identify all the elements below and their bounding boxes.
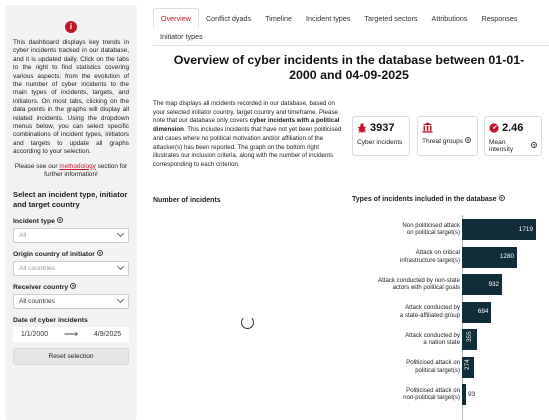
- bar-label: Attack conducted by a nation state: [405, 331, 460, 347]
- tab-initiator-types[interactable]: Initiator types: [160, 32, 203, 41]
- date-from[interactable]: 1/1/2000: [20, 330, 49, 338]
- intro-text: This dashboard displays key trends in cyber incidents tracked in our database, and it is updated daily. Click on the tabs to the right to find statistics covering various aspects: from the evolution of the number of cyber incidents to the main types of incidents, targets, and initiators. On most tabs, clicking on the data points in the graphs will display all related incidents. Using the dropdown menus below, you can select specific combinations of incident types, initiators and targets to update all graphs according to your selection.: [13, 39, 129, 156]
- origin-label: [13, 251, 129, 258]
- methodology-suffix: section for further information!: [44, 162, 128, 179]
- bar-label: Politicised attack on political target(s): [406, 359, 460, 374]
- date-label: Date of cyber incidents: [13, 316, 88, 324]
- tab-timeline[interactable]: Timeline: [265, 13, 293, 23]
- incident-types-heading-text: Types of incidents included in the database: [352, 196, 497, 203]
- origin-country-select[interactable]: [13, 261, 129, 276]
- help-icon[interactable]: ?: [98, 250, 102, 256]
- receiver-country-select[interactable]: [13, 294, 129, 309]
- map-description: [153, 100, 343, 170]
- origin-label-text: Origin country of initiator: [13, 250, 95, 258]
- methodology-prefix: Please see our: [14, 162, 60, 170]
- kpi-incidents-label: Cyber incidents: [357, 139, 403, 146]
- incident-type-select[interactable]: [13, 228, 129, 243]
- receiver-value: All countries: [19, 297, 55, 305]
- kpi-cyber-incidents: [352, 116, 410, 156]
- help-icon[interactable]: ?: [532, 142, 536, 148]
- bar-value-label: 932: [488, 280, 500, 288]
- bar-value-label: 1719: [518, 225, 533, 233]
- kpi-intensity-value: 2.46: [502, 122, 524, 134]
- bar-value-label: 274: [463, 358, 471, 370]
- date-to[interactable]: 4/9/2025: [93, 330, 122, 338]
- info-icon: i: [65, 21, 77, 33]
- bar-label: Attack conducted by non-state actors with political goals: [378, 276, 460, 292]
- receiver-label-text: Receiver country: [13, 283, 69, 291]
- desc-part-2: . This includes incidents that have not yet been politicised and cases where no political motivation and/or affiliation of the attacker(s) has been reported. The graph on the bottom right illustrates our inclusion criteria, along with the number of incidents corresponding to each criterion.: [153, 126, 342, 168]
- tab-incident-types[interactable]: Incident types: [306, 13, 351, 23]
- origin-value: All countries: [19, 264, 55, 272]
- tab-overview[interactable]: Overview: [153, 8, 199, 28]
- tab-conflict-dyads[interactable]: Conflict dyads: [205, 13, 252, 23]
- help-icon[interactable]: ?: [466, 138, 470, 143]
- tab-attributions[interactable]: Attributions: [431, 13, 468, 23]
- incident-type-label-text: Incident type: [13, 217, 55, 225]
- tab-targeted-sectors[interactable]: Targeted sectors: [364, 13, 418, 23]
- building-icon: [422, 122, 433, 133]
- arrow-right-icon: ⟶: [63, 328, 79, 340]
- incident-type-value: All: [19, 231, 27, 239]
- help-icon[interactable]: ?: [58, 217, 62, 223]
- bar-label: Politicised attack on non-political target(s): [403, 386, 460, 402]
- bar-value-label: 684: [477, 308, 489, 315]
- incident-types-chart: [352, 215, 542, 420]
- incident-type-label: [13, 218, 129, 225]
- methodology-link[interactable]: methodology: [59, 162, 96, 170]
- kpi-threat-groups: [417, 116, 478, 156]
- loading-spinner: [241, 316, 254, 329]
- number-of-incidents-heading: Number of incidents: [153, 197, 221, 204]
- kpi-mean-intensity: [484, 116, 542, 156]
- methodology-note: [13, 163, 129, 180]
- desc-bold: cyber incidents with a political dimension: [153, 117, 340, 134]
- kpi-incidents-value: 3937: [370, 122, 395, 134]
- bug-icon: [357, 123, 367, 133]
- date-range-input[interactable]: [13, 327, 129, 342]
- bar-value-label: 355: [465, 331, 473, 342]
- kpi-intensity-label: Mean intensity: [489, 139, 514, 153]
- bar[interactable]: [462, 384, 466, 405]
- kpi-threat-label: Threat groups: [422, 138, 464, 145]
- help-icon[interactable]: ?: [500, 196, 503, 201]
- incident-types-heading: [352, 196, 505, 203]
- desc-part-1: The map displays all incidents recorded in our database, based on your selected initiator country, target country and timeframe. Please note that our database only covers: [153, 100, 338, 125]
- reset-selection-button[interactable]: Reset selection: [13, 348, 129, 365]
- tab-bar: [153, 8, 549, 46]
- bar-label: Attack conducted by a state-affiliated group: [399, 304, 460, 319]
- bar-value-label: 93: [468, 390, 476, 398]
- chevron-down-icon: [117, 230, 124, 237]
- tab-responses[interactable]: Responses: [481, 13, 518, 23]
- chevron-down-icon: [117, 263, 124, 270]
- sidebar: [5, 5, 137, 420]
- bar-value-label: 1280: [499, 253, 515, 260]
- gauge-icon: [489, 123, 499, 133]
- bar-label: Attack on critical infrastructure target(s): [400, 249, 460, 264]
- receiver-label: [13, 284, 129, 291]
- bar-label: Non politicised attack on political target(s): [402, 221, 460, 237]
- chevron-down-icon: [117, 296, 124, 303]
- select-heading: Select an incident type, initiator and target country: [13, 189, 128, 209]
- help-icon[interactable]: ?: [71, 283, 75, 289]
- page-title: Overview of cyber incidents in the database between 01-01-2000 and 04-09-2025: [173, 53, 525, 82]
